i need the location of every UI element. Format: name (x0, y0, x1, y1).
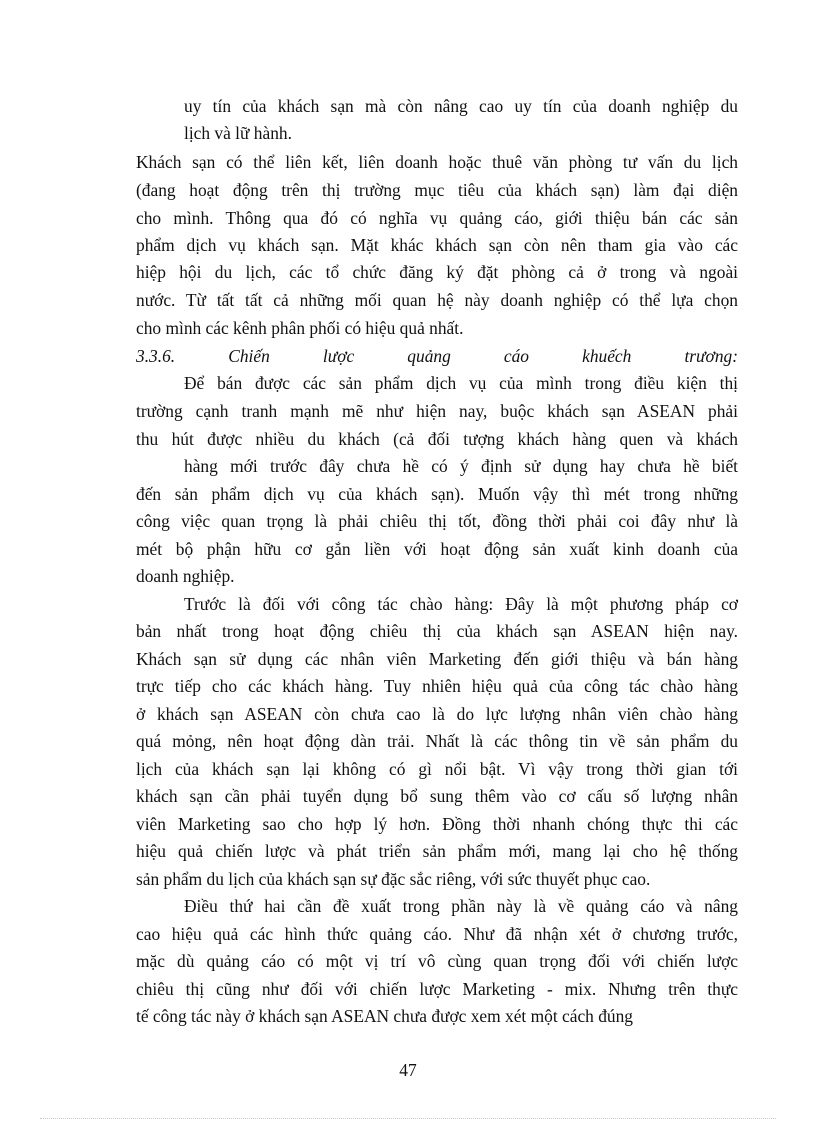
body-line: nước. Từ tất tất cả những mối quan hệ này doanh nghiệp có thể lựa chọn (136, 290, 738, 310)
body-line: hàng mới trước đây chưa hề có ý định sử dụng hay chưa hề biết (184, 456, 738, 476)
body-line: quá mỏng, nên hoạt động dàn trải. Nhất là các thông tin về sản phẩm du (136, 731, 738, 751)
body-line: Khách sạn có thể liên kết, liên doanh hoặc thuê văn phòng tư vấn du lịch (136, 152, 738, 172)
body-line: lịch của khách sạn lại không có gì nổi bật. Vì vậy trong thời gian tới (136, 759, 738, 779)
body-line: cho mình. Thông qua đó có nghĩa vụ quảng cáo, giới thiệu bán các sản (136, 208, 738, 228)
body-line: công việc quan trọng là phải chiêu thị tốt, đồng thời phải coi đây như là (136, 511, 738, 531)
body-line: viên Marketing sao cho hợp lý hơn. Đồng thời nhanh chóng thực thi các (136, 814, 738, 834)
body-line: trường cạnh tranh mạnh mẽ như hiện nay, buộc khách sạn ASEAN phải (136, 401, 738, 421)
body-line: khách sạn cần phải tuyển dụng bổ sung thêm vào cơ cấu số lượng nhân (136, 786, 738, 806)
body-line: cho mình các kênh phân phối có hiệu quả nhất. (136, 318, 464, 338)
body-line: cao hiệu quả các hình thức quảng cáo. Như đã nhận xét ở chương trước, (136, 924, 738, 944)
body-line: thu hút được nhiều du khách (cả đối tượng khách hàng quen và khách (136, 429, 738, 449)
body-line: mặc dù quảng cáo có một vị trí vô cùng quan trọng đối với chiến lược (136, 951, 738, 971)
body-line: đến sản phẩm dịch vụ của khách sạn). Muốn vậy thì mét trong những (136, 484, 738, 504)
body-line: mét bộ phận hữu cơ gắn liền với hoạt động sản xuất kinh doanh của (136, 539, 738, 559)
body-line: Khách sạn sử dụng các nhân viên Marketing đến giới thiệu và bán hàng (136, 649, 738, 669)
body-line: hiệu quả chiến lược và phát triển sản phẩm mới, mang lại cho hệ thống (136, 841, 738, 861)
body-line: tế công tác này ở khách sạn ASEAN chưa được xem xét một cách đúng (136, 1006, 633, 1026)
body-line: hiệp hội du lịch, các tổ chức đăng ký đặt phòng cả ở trong và ngoài (136, 262, 738, 282)
body-line: phẩm dịch vụ khách sạn. Mặt khác khách sạn còn nên tham gia vào các (136, 235, 738, 255)
body-line: doanh nghiệp. (136, 566, 235, 586)
body-line: ở khách sạn ASEAN còn chưa cao là do lực lượng nhân viên chào hàng (136, 704, 738, 724)
footer-divider (40, 1118, 776, 1119)
body-line: sản phẩm du lịch của khách sạn sự đặc sắc riêng, với sức thuyết phục cao. (136, 869, 651, 889)
body-line: Điều thứ hai cần đề xuất trong phần này là về quảng cáo và nâng (184, 896, 738, 916)
body-line: Để bán được các sản phẩm dịch vụ của mình trong điều kiện thị (184, 373, 738, 393)
body-line: trực tiếp cho các khách hàng. Tuy nhiên hiệu quả của công tác chào hàng (136, 676, 738, 696)
body-line: lịch và lữ hành. (184, 123, 292, 143)
body-line: Trước là đối với công tác chào hàng: Đây là một phương pháp cơ (184, 594, 738, 614)
body-line: (đang hoạt động trên thị trường mục tiêu của khách sạn) làm đại diện (136, 180, 738, 200)
body-line: bản nhất trong hoạt động chiêu thị của khách sạn ASEAN hiện nay. (136, 621, 738, 641)
section-heading: 3.3.6. Chiến lược quảng cáo khuếch trương: (136, 346, 738, 366)
body-line: chiêu thị cũng như đối với chiến lược Marketing - mix. Nhưng trên thực (136, 979, 738, 999)
body-line: uy tín của khách sạn mà còn nâng cao uy tín của doanh nghiệp du (184, 96, 738, 116)
page-number: 47 (399, 1060, 417, 1080)
